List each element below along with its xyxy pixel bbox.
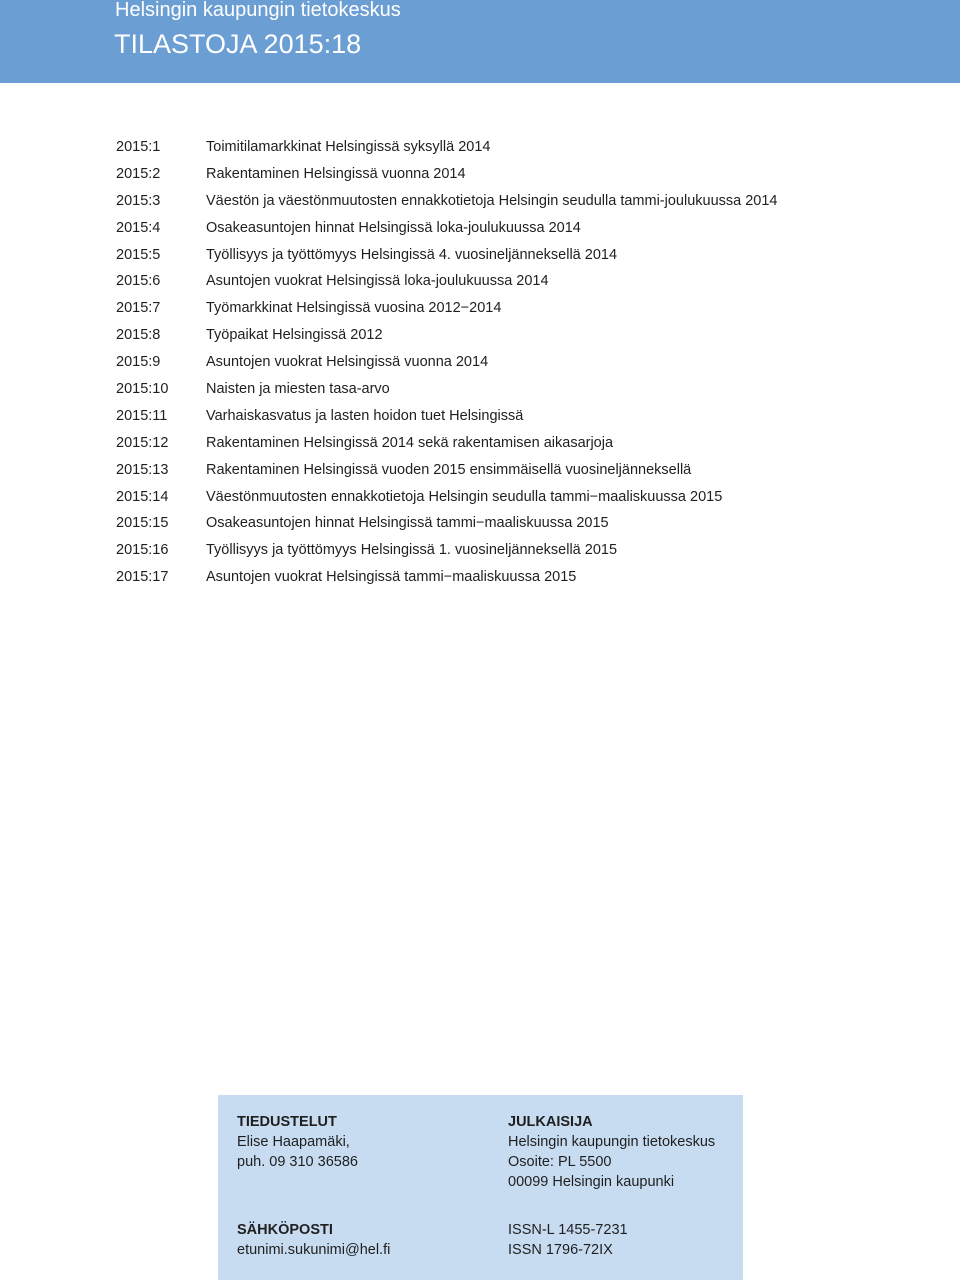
publication-number: 2015:5 [116, 246, 161, 263]
contact-info-box [218, 1095, 743, 1280]
email-block [237, 1220, 390, 1260]
publisher-heading: JULKAISIJA [508, 1114, 593, 1130]
publication-title: Työllisyys ja työttömyys Helsingissä 4. vuosineljänneksellä 2014 [206, 246, 618, 263]
email-address: etunimi.sukunimi@hel.fi [237, 1242, 391, 1258]
inquiries-block [237, 1112, 358, 1172]
list-item [116, 403, 836, 430]
issn-l: ISSN-L 1455-7231 [508, 1222, 628, 1238]
email-heading: SÄHKÖPOSTI [237, 1222, 333, 1238]
list-item [116, 537, 836, 564]
list-item [116, 349, 836, 376]
series-title: TILASTOJA 2015:18 [114, 29, 362, 59]
publication-title: Rakentaminen Helsingissä vuoden 2015 ensimmäisellä vuosineljänneksellä [206, 461, 692, 478]
list-item [116, 510, 836, 537]
publisher-name: Helsingin kaupungin tietokeskus [508, 1134, 716, 1150]
list-item [116, 215, 836, 242]
issn-block [508, 1220, 628, 1260]
organization-name: Helsingin kaupungin tietokeskus [115, 0, 401, 21]
publication-number: 2015:6 [116, 273, 161, 290]
list-item [116, 564, 836, 591]
publication-number: 2015:9 [116, 354, 161, 371]
publisher-address-line1: Osoite: PL 5500 [508, 1154, 612, 1170]
list-item [116, 295, 836, 322]
inquiries-heading: TIEDUSTELUT [237, 1114, 337, 1130]
publication-title: Työpaikat Helsingissä 2012 [206, 327, 383, 344]
publication-title: Väestönmuutosten ennakkotietoja Helsingin seudulla tammi−maaliskuussa 2015 [206, 488, 723, 505]
publication-list [116, 134, 836, 591]
publication-number: 2015:17 [116, 569, 169, 586]
publication-number: 2015:1 [116, 139, 161, 155]
publication-title: Asuntojen vuokrat Helsingissä vuonna 2014 [206, 354, 489, 371]
publication-title: Osakeasuntojen hinnat Helsingissä loka-joulukuussa 2014 [206, 219, 581, 236]
list-item [116, 188, 836, 215]
publication-title: Varhaiskasvatus ja lasten hoidon tuet Helsingissä [206, 407, 524, 424]
publisher-block [508, 1112, 715, 1192]
publication-number: 2015:7 [116, 300, 161, 317]
publication-number: 2015:16 [116, 542, 169, 559]
list-item [116, 161, 836, 188]
list-item [116, 268, 836, 295]
publication-number: 2015:12 [116, 434, 169, 451]
publication-number: 2015:4 [116, 219, 161, 236]
publication-title: Toimitilamarkkinat Helsingissä syksyllä 2014 [206, 139, 491, 155]
header-banner [0, 0, 960, 83]
contact-name: Elise Haapamäki, [237, 1134, 350, 1150]
issn: ISSN 1796-72IX [508, 1242, 613, 1258]
publication-number: 2015:10 [116, 381, 169, 398]
publication-title: Asuntojen vuokrat Helsingissä loka-joulukuussa 2014 [206, 273, 549, 290]
publication-title: Rakentaminen Helsingissä vuonna 2014 [206, 165, 466, 182]
list-item [116, 484, 836, 511]
list-item [116, 376, 836, 403]
list-item [116, 322, 836, 349]
publication-number: 2015:13 [116, 461, 169, 478]
publication-number: 2015:2 [116, 165, 161, 182]
publication-number: 2015:14 [116, 488, 169, 505]
contact-phone: puh. 09 310 36586 [237, 1154, 358, 1170]
publication-title: Naisten ja miesten tasa-arvo [206, 381, 390, 398]
list-item [116, 242, 836, 269]
publication-number: 2015:11 [116, 407, 168, 424]
publication-title: Työmarkkinat Helsingissä vuosina 2012−2014 [206, 300, 502, 317]
publication-title: Väestön ja väestönmuutosten ennakkotietoja Helsingin seudulla tammi-joulukuussa 2014 [206, 192, 778, 209]
list-item [116, 457, 836, 484]
list-item [116, 134, 836, 161]
publication-number: 2015:15 [116, 515, 169, 532]
publisher-address-line2: 00099 Helsingin kaupunki [508, 1174, 675, 1190]
publication-number: 2015:8 [116, 327, 161, 344]
publication-number: 2015:3 [116, 192, 161, 209]
publication-title: Asuntojen vuokrat Helsingissä tammi−maaliskuussa 2015 [206, 569, 577, 586]
publication-title: Työllisyys ja työttömyys Helsingissä 1. vuosineljänneksellä 2015 [206, 542, 618, 559]
publication-title: Osakeasuntojen hinnat Helsingissä tammi−maaliskuussa 2015 [206, 515, 609, 532]
list-item [116, 430, 836, 457]
publication-title: Rakentaminen Helsingissä 2014 sekä rakentamisen aikasarjoja [206, 434, 614, 451]
